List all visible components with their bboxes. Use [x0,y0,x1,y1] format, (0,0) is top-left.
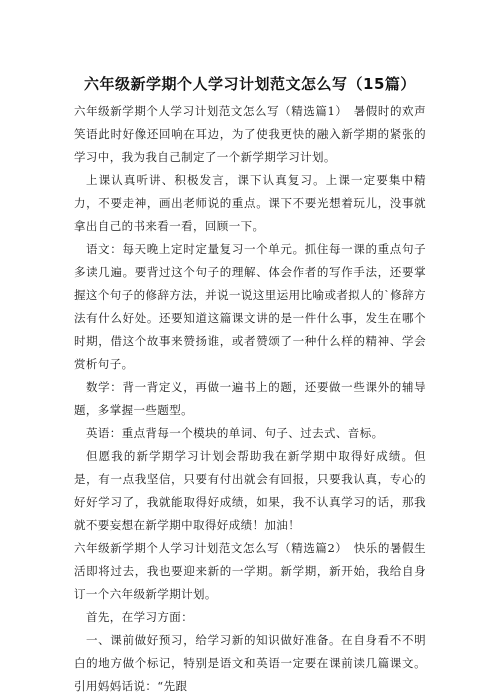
paragraph-2: 上课认真听讲、积极发言，课下认真复习。上课一定要集中精力，不要走神，画出老师说的重点。课下不要光想着玩儿，没事就拿出自己的书来看一看，回顾一下。 [74,173,426,233]
paragraph-8: 首先，在学习方面： [86,610,194,624]
paragraph-1: 六年级新学期个人学习计划范文怎么写（精选篇1） 暑假时的欢声笑语此时好像还回响在耳边，为了使我更快的融入新学期的紧张的学习中，我为我自己制定了一个新学期学习计划。 [74,104,426,164]
paragraph-7: 六年级新学期个人学习计划范文怎么写（精选篇2） 快乐的暑假生活即将过去，我也要迎来新的一学期。新学期，新开始，我给自身订一个六年级新学期计划。 [74,541,426,601]
paragraph-9: 一、课前做好预习，给学习新的知识做好准备。在自身看不不明白的地方做个标记，特别是语文和英语一定要在课前读几篇课文。引用妈妈话说：“先跟 [74,633,426,693]
paragraph-6: 但愿我的新学期学习计划会帮助我在新学期中取得好成绩。但是，有一点我坚信，只要有付出就会有回报，只要我认真，专心的好好学习了，我就能取得好成绩，如果，我不认真学习的话，那我就不要妄想在新学期中取得好成绩！加油！ [74,449,426,532]
paragraph-5: 英语：重点背每一个模块的单词、句子、过去式、音标。 [86,426,384,440]
paragraph-3: 语文：每天晚上定时定量复习一个单元。抓住每一课的重点句子多读几遍。要背过这个句子的理解、体会作者的写作手法，还要掌握这个句子的修辞方法，并说一说这里运用比喻或者拟人的`修辞方法有什么好处。还要知道这篇课文讲的是一件什么事，发生在哪个时期，借这个故事来赞扬谁，或者赞颂了一种什么样的精神、学会赏析句子。 [74,242,426,371]
document-body [74,100,426,698]
document-title: 六年级新学期个人学习计划范文怎么写（15篇） [84,75,416,93]
paragraph-4: 数学：背一背定义，再做一遍书上的题，还要做一些课外的辅导题，多掌握一些题型。 [74,380,426,417]
